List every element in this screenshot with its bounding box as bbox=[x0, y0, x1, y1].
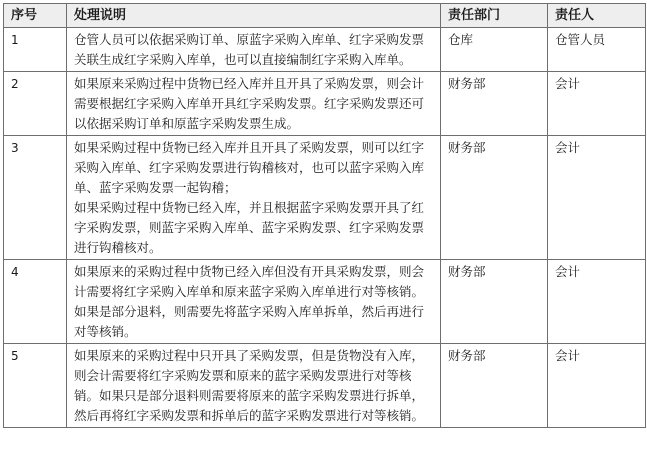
desc-paragraph: 如果原来采购过程中货物已经入库并且开具了采购发票，则会计需要根据红字采购入库单开具红字采购发票。红字采购发票还可以依据采购订单和原蓝字采购发票生成。 bbox=[74, 76, 425, 131]
header-row bbox=[4, 4, 646, 28]
desc-paragraph: 如果采购过程中货物已经入库并且开具了采购发票，则可以红字采购入库单、红字采购发票进行钩稽核对，也可以蓝字采购入库单、蓝字采购发票一起钩稽； bbox=[74, 140, 425, 195]
table-row bbox=[4, 344, 646, 428]
table-row bbox=[4, 28, 646, 72]
header-resp: 责任人 bbox=[548, 4, 646, 28]
cell-desc bbox=[67, 136, 441, 260]
process-table bbox=[3, 3, 646, 428]
cell-resp: 会计 bbox=[548, 72, 646, 136]
cell-resp: 会计 bbox=[548, 260, 646, 344]
cell-desc bbox=[67, 344, 441, 428]
cell-dept: 财务部 bbox=[441, 72, 548, 136]
cell-seq bbox=[4, 28, 67, 72]
header-seq: 序号 bbox=[4, 4, 67, 28]
seq-number: 5 bbox=[11, 349, 19, 363]
cell-dept: 财务部 bbox=[441, 136, 548, 260]
header-desc: 处理说明 bbox=[67, 4, 441, 28]
desc-paragraph: 如果原来的采购过程中只开具了采购发票，但是货物没有入库，则会计需要将红字采购发票和原来的蓝字采购发票进行对等核销。如果只是部分退料则需要将原来的蓝字采购发票进行拆单，然后再将红字采购发票和拆单后的蓝字采购发票进行对等核销。 bbox=[74, 348, 425, 423]
cell-seq bbox=[4, 136, 67, 260]
table-row bbox=[4, 260, 646, 344]
header-dept: 责任部门 bbox=[441, 4, 548, 28]
cell-resp: 会计 bbox=[548, 136, 646, 260]
cell-dept: 仓库 bbox=[441, 28, 548, 72]
cell-desc bbox=[67, 260, 441, 344]
cell-seq bbox=[4, 72, 67, 136]
cell-resp: 会计 bbox=[548, 344, 646, 428]
table-row bbox=[4, 72, 646, 136]
desc-paragraph: 如果原来的采购过程中货物已经入库但没有开具采购发票，则会计需要将红字采购入库单和原来蓝字采购入库单进行对等核销。如果是部分退料，则需要先将蓝字采购入库单拆单，然后再进行对等核销。 bbox=[74, 264, 425, 339]
cell-dept: 财务部 bbox=[441, 260, 548, 344]
seq-number: 1 bbox=[11, 33, 19, 47]
desc-paragraph: 如果采购过程中货物已经入库，并且根据蓝字采购发票开具了红字采购发票，则蓝字采购入库单、蓝字采购发票、红字采购发票进行钩稽核对。 bbox=[74, 200, 425, 255]
cell-desc bbox=[67, 72, 441, 136]
seq-number: 2 bbox=[11, 77, 19, 91]
cell-resp: 仓管人员 bbox=[548, 28, 646, 72]
desc-paragraph: 仓管人员可以依据采购订单、原蓝字采购入库单、红字采购发票关联生成红字采购入库单，也可以直接编制红字采购入库单。 bbox=[74, 32, 425, 67]
cell-seq bbox=[4, 344, 67, 428]
seq-number: 3 bbox=[11, 141, 19, 155]
table-row bbox=[4, 136, 646, 260]
seq-number: 4 bbox=[11, 265, 19, 279]
cell-desc bbox=[67, 28, 441, 72]
cell-seq bbox=[4, 260, 67, 344]
cell-dept: 财务部 bbox=[441, 344, 548, 428]
